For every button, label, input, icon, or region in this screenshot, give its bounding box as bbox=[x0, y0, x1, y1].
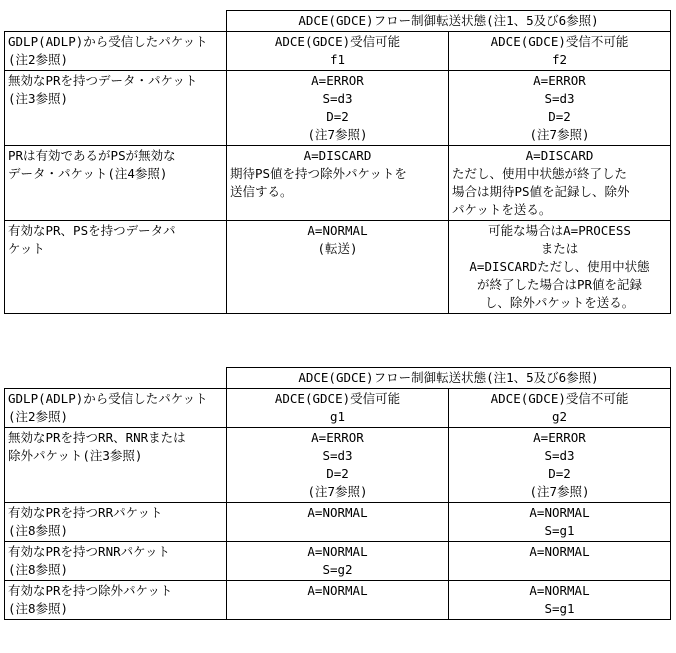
table-column-header-row bbox=[5, 389, 671, 428]
column-header-g1: ADCE(GDCE)受信可能 g1 bbox=[227, 389, 449, 428]
cell-g1: A=ERROR S=d3 D=2 (注7参照) bbox=[227, 428, 449, 503]
cell-g2: A=NORMAL S=g1 bbox=[449, 503, 671, 542]
state-header: ADCE(GDCE)フロー制御転送状態(注1、5及び6参照) bbox=[227, 11, 671, 32]
table-row bbox=[5, 428, 671, 503]
cell-f2-action: A=DISCARD bbox=[525, 148, 594, 163]
row-label: 有効なPRを持つ除外パケット (注8参照) bbox=[5, 581, 227, 620]
table-row bbox=[5, 221, 671, 314]
cell-f2: A=ERROR S=d3 D=2 (注7参照) bbox=[449, 71, 671, 146]
cell-g2: A=NORMAL bbox=[449, 542, 671, 581]
column-header-g2: ADCE(GDCE)受信不可能 g2 bbox=[449, 389, 671, 428]
blank-corner-cell bbox=[5, 11, 227, 32]
cell-f1-note: 期待PS値を持つ除外パケットを 送信する。 bbox=[230, 166, 407, 199]
row-label: 有効なPR、PSを持つデータパ ケット bbox=[5, 221, 227, 314]
table-header-row bbox=[5, 11, 671, 32]
cell-g2: A=ERROR S=d3 D=2 (注7参照) bbox=[449, 428, 671, 503]
row-label: 無効なPRを持つRR、RNRまたは 除外パケット(注3参照) bbox=[5, 428, 227, 503]
cell-g1: A=NORMAL bbox=[227, 581, 449, 620]
row-label: 無効なPRを持つデータ・パケット (注3参照) bbox=[5, 71, 227, 146]
table-row bbox=[5, 71, 671, 146]
cell-f1 bbox=[227, 146, 449, 221]
table-header-row bbox=[5, 368, 671, 389]
flow-control-table-g bbox=[4, 367, 671, 620]
cell-f2 bbox=[449, 146, 671, 221]
row-label: PRは有効であるがPSが無効な データ・パケット(注4参照) bbox=[5, 146, 227, 221]
row-label: 有効なPRを持つRNRパケット (注8参照) bbox=[5, 542, 227, 581]
flow-control-table-f bbox=[4, 10, 671, 314]
table-column-header-row bbox=[5, 32, 671, 71]
received-packet-header: GDLP(ADLP)から受信したパケット (注2参照) bbox=[5, 32, 227, 71]
table-row bbox=[5, 542, 671, 581]
cell-f1-action: A=DISCARD bbox=[303, 148, 372, 163]
cell-g1: A=NORMAL bbox=[227, 503, 449, 542]
cell-g1: A=NORMAL S=g2 bbox=[227, 542, 449, 581]
received-packet-header: GDLP(ADLP)から受信したパケット (注2参照) bbox=[5, 389, 227, 428]
table-row bbox=[5, 503, 671, 542]
column-header-f2: ADCE(GDCE)受信不可能 f2 bbox=[449, 32, 671, 71]
table-row bbox=[5, 581, 671, 620]
column-header-f1: ADCE(GDCE)受信可能 f1 bbox=[227, 32, 449, 71]
cell-g2: A=NORMAL S=g1 bbox=[449, 581, 671, 620]
blank-corner-cell bbox=[5, 368, 227, 389]
cell-f2-note: ただし、使用中状態が終了した 場合は期待PS値を記録し、除外 パケットを送る。 bbox=[452, 166, 630, 217]
row-label: 有効なPRを持つRRパケット (注8参照) bbox=[5, 503, 227, 542]
table-row bbox=[5, 146, 671, 221]
cell-f1: A=ERROR S=d3 D=2 (注7参照) bbox=[227, 71, 449, 146]
cell-f2: 可能な場合はA=PROCESS または A=DISCARDただし、使用中状態 が終了した場合はPR値を記録 し、除外パケットを送る。 bbox=[449, 221, 671, 314]
state-header: ADCE(GDCE)フロー制御転送状態(注1、5及び6参照) bbox=[227, 368, 671, 389]
cell-f1: A=NORMAL (転送) bbox=[227, 221, 449, 314]
